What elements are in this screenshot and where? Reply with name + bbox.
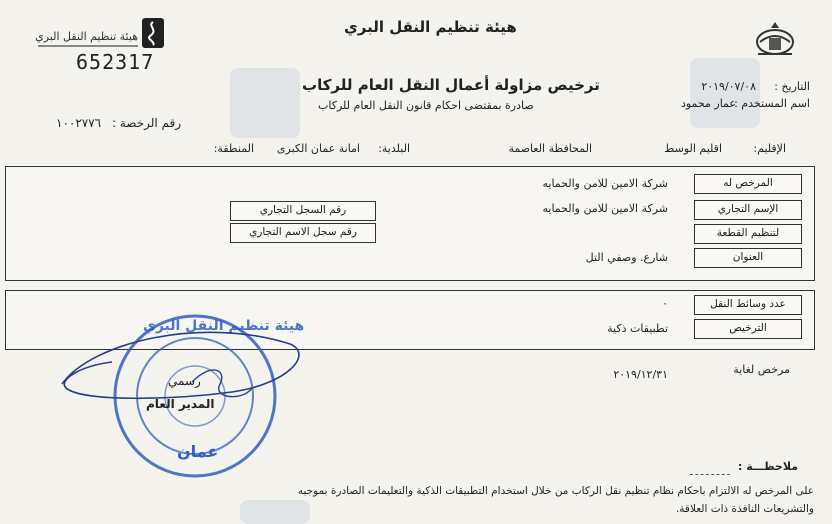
director-label: المدير العام [146,397,215,411]
date-value: ٢٠١٩/٠٧/٠٨ [701,80,756,93]
licensee-value: شركة الامين للامن والحمايه [542,177,668,190]
license-type-label: الترخيص [694,319,802,339]
licensee-section [5,166,815,281]
commercial-register-label: رقم السجل التجاري [230,201,376,221]
notes-text-line2: والتشريعات النافذة ذات العلاقة. [675,503,814,515]
stamp-text: هيئة تنظيم النقل البري [143,318,305,334]
logo-underline [38,45,138,47]
watermark-logo [240,500,310,524]
trade-name-register-label: رقم سجل الاسم التجاري [230,223,376,243]
date-label: التاريخ : [774,80,810,93]
license-type-value: تطبيقات ذكية [607,322,668,335]
region-value: اقليم الوسط [664,142,722,155]
logo-mark-icon [142,18,164,48]
municipality-label: البلدية: [378,142,410,155]
validity-label: مرخص لغاية [733,363,790,376]
user-value: عمار محمود [680,97,736,110]
license-subtitle: صادرة بمقتضى احكام قانون النقل العام للركاب [318,99,534,112]
serial-number: 652317 [76,50,155,74]
license-number-value: ١٠٠٢٧٧٦ [56,116,102,130]
notes-text-line1: على المرخص له الالتزام باحكام نظام تنظيم نقل الركاب من خلال استخدام التطبيقات الذكية والتعليمات الصادرة بموجبه [297,485,814,497]
watermark-logo [690,58,760,128]
logo-text: هيئة تنظيم النقل البري [35,30,138,43]
signature-scribble [52,322,308,402]
area-label: المنطقة: [213,142,254,155]
watermark-logo [230,68,300,138]
governorate-value: المحافظة العاصمة [508,142,592,155]
address-value: شارع. وصفي التل [585,251,668,264]
stamp-city: عمان [177,442,219,461]
vehicles-count-label: عدد وسائط النقل [694,295,802,315]
region-label: الإقليم: [753,142,786,155]
licensee-label: المرخص له [694,174,802,194]
municipality-value: امانة عمان الكبرى [276,142,360,155]
validity-value: ٢٠١٩/١٢/٣١ [613,368,668,381]
authority-name: هيئة تنظيم النقل البري [344,18,517,36]
trade-name-value: شركة الامين للامن والحمايه [542,202,668,215]
authority-logo [12,18,164,52]
coat-of-arms-icon [752,20,798,60]
notes-underline [690,474,730,475]
plot-label: لتنظيم القطعة [694,224,802,244]
license-number-label: رقم الرخصة : [112,116,182,130]
trade-name-label: الإسم التجاري [694,200,802,220]
user-label: اسم المستخدم : [734,97,810,110]
official-label: رسمي [168,374,201,388]
address-label: العنوان [694,248,802,268]
license-title: ترخيص مزاولة أعمال النقل العام للركاب [302,76,600,94]
vehicles-count-value: ٠ [662,297,668,310]
notes-label: ملاحظـــة : [738,460,798,473]
